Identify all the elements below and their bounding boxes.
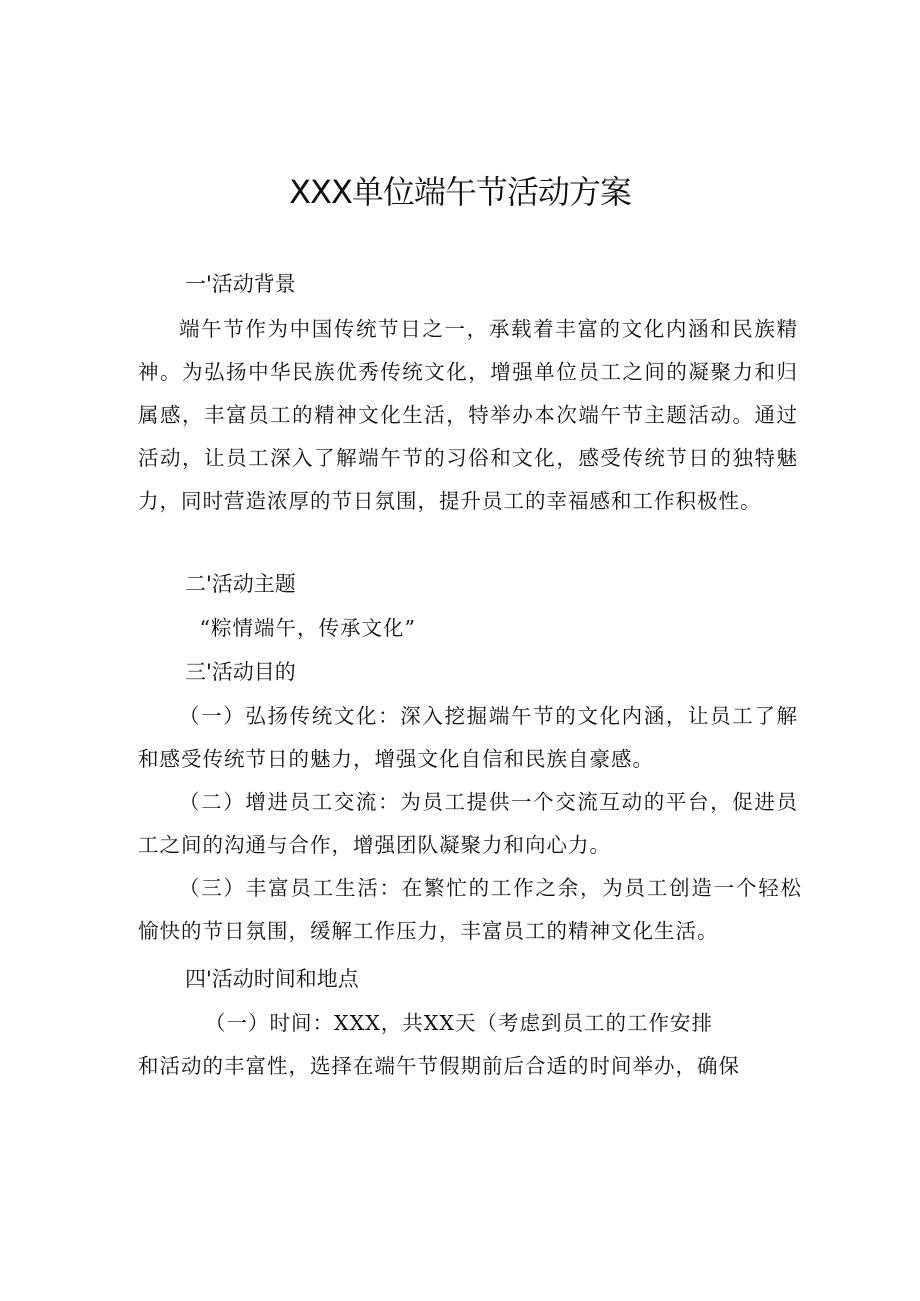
purpose-item-2: （二）增进员工交流：为员工提供一个交流互动的平台，促进员工之间的沟通与合作，增强团队凝聚力和向心力。 [138, 790, 798, 857]
background-paragraph: 端午节作为中国传统节日之一，承载着丰富的文化内涵和民族精神。为弘扬中华民族优秀传统文化，增强单位员工之间的凝聚力和归属感，丰富员工的精神文化生活，特举办本次端午节主题活动。通过活动，让员工深入了解端午节的习俗和文化，感受传统节日的独特魅力，同时营造浓厚的节日氛围，提升员工的幸福感和工作积极性。 [138, 317, 798, 513]
time-line-2: 和活动的丰富性，选择在端午节假期前后合适的时间举办，确保 [138, 1054, 740, 1078]
section-heading-theme: 二'活动主题 [185, 572, 296, 596]
section-heading-purpose: 三'活动目的 [185, 660, 296, 684]
section-heading-time-place: 四'活动时间和地点 [185, 967, 359, 991]
time-line-1: （一）时间：XXX，共XX天（考虑到员工的工作安排 [205, 1011, 713, 1035]
purpose-item-3: （三）丰富员工生活：在繁忙的工作之余，为员工创造一个轻松愉快的节日氛围，缓解工作压力，丰富员工的精神文化生活。 [138, 876, 802, 943]
document-title: XXX单位端午节活动方案 [289, 173, 631, 211]
purpose-item-1: （一）弘扬传统文化：深入挖掘端午节的文化内涵，让员工了解和感受传统节日的魅力，增强文化自信和民族自豪感。 [138, 704, 798, 771]
section-heading-background: 一'活动背景 [185, 272, 296, 296]
theme-paragraph: “粽情端午，传承文化” [199, 616, 416, 640]
